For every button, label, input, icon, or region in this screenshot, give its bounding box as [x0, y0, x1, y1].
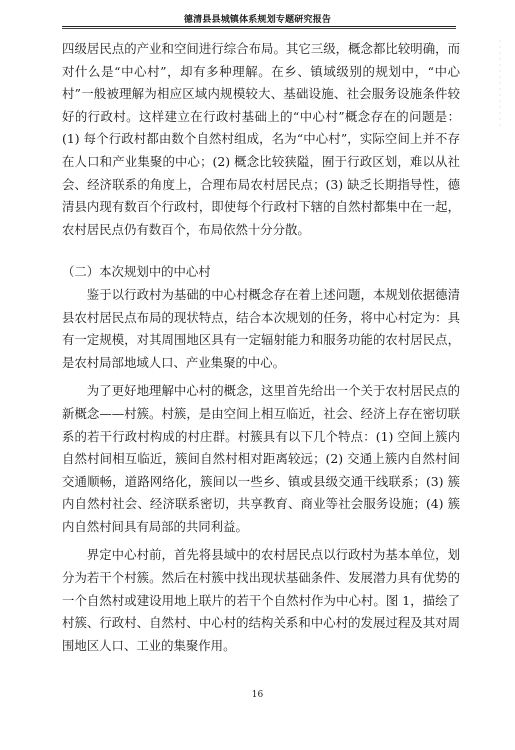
paragraph-3: 为了更好地理解中心村的概念，这里首先给出一个关于农村居民点的新概念——村簇。村簇，是由空间上相互临近，社会、经济上存在密切联系的若干行政村构成的村庄群。村簇具有以下几个特点：(1) 空间上簇内自然村间相互临近，簇间自然村相对距离较远；(2) 交通上簇内自然村间交通顺畅，道路网络化，簇间以一些乡、镇或县级交通干线联系；(3) 簇内自然村社会、经济联系密切，共享教育、商业等社会服务设施；(4) 簇内自然村间具有局部的共同利益。	[62, 383, 460, 534]
scan-artifact-mark	[497, 40, 503, 130]
running-header: 德清县县城镇体系规划专题研究报告	[183, 15, 332, 25]
document-body	[62, 38, 460, 657]
paragraph-4: 界定中心村前，首先将县域中的农村居民点以行政村为基本单位，划分为若干个村簇。然后在村簇中找出现状基础条件、发展潜力具有优势的一个自然村或建设用地上联片的若干个自然村作为中心村。图 1，描绘了村簇、行政村、自然村、中心村的结构关系和中心村的发展过程及其对周围地区人口、工业的集聚作用。	[62, 547, 460, 653]
paragraph-2: 鉴于以行政村为基础的中心村概念存在着上述问题，本规划依据德清县农村居民点布局的现状特点，结合本次规划的任务，将中心村定为：具有一定规模，对其周围地区具有一定辐射能力和服务功能的农村居民点，是农村局部地域人口、产业集聚的中心。	[62, 286, 460, 370]
page-number: 16	[251, 690, 264, 700]
header-divider	[62, 26, 456, 27]
section-heading: （二）本次规划中的中心村	[62, 264, 211, 280]
header-divider-thin	[62, 28, 456, 29]
paragraph-1: 四级居民点的产业和空间进行综合布局。其它三级，概念都比较明确，而对什么是“中心村”，却有多种理解。在乡、镇域级别的规划中，“中心村”一般被理解为相应区域内规模较大、基础设施、社会服务设施条件较好的行政村。这样建立在行政村基础上的“中心村”概念存在的问题是：(1) 每个行政村都由数个自然村组成，名为“中心村”，实际空间上并不存在人口和产业集聚的中心；(2) 概念比较狭隘，囿于行政区划，难以从社会、经济联系的角度上，合理布局农村居民点；(3) 缺乏长期指导性，德清县内现有数百个行政村，即使每个行政村下辖的自然村都集中在一起，农村居民点仍有数百个，布局依然十分分散。	[62, 41, 460, 237]
